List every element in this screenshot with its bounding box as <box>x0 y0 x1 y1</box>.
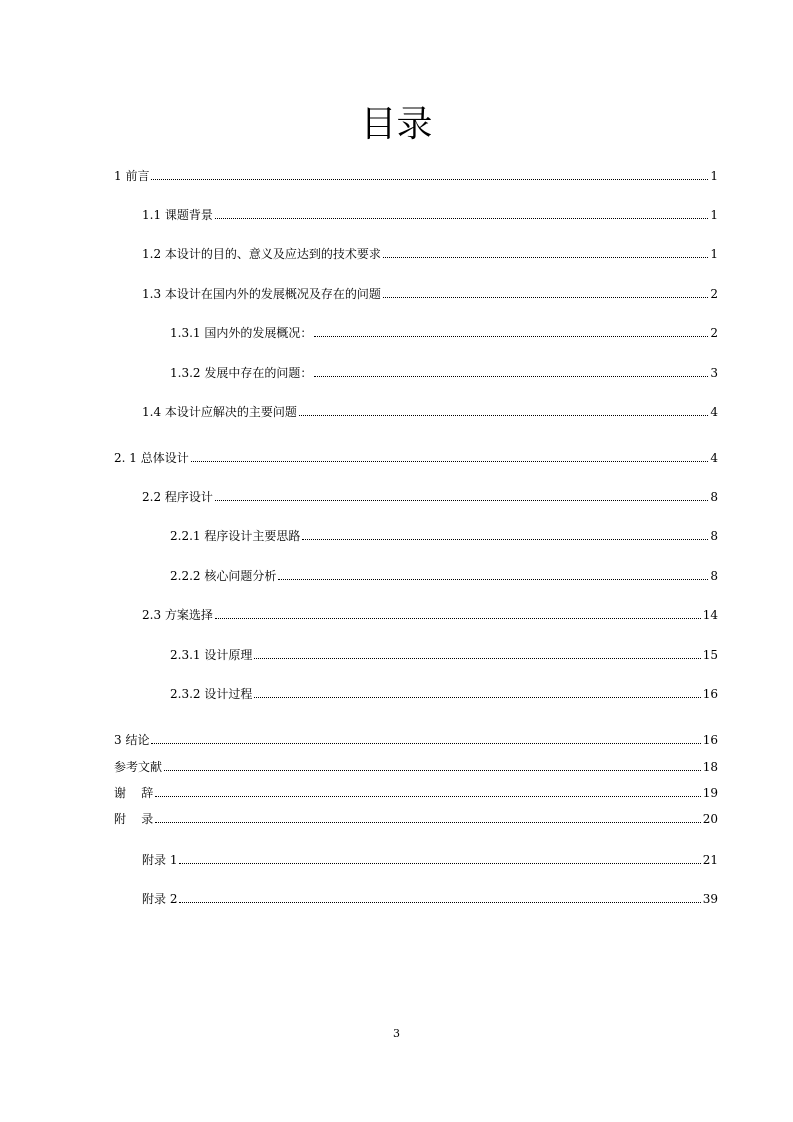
dot-leader <box>179 862 700 864</box>
toc-page-number: 19 <box>702 786 718 800</box>
toc-entry-1-3[interactable] <box>142 284 718 302</box>
toc-page-number: 8 <box>710 529 718 543</box>
dot-leader <box>254 657 700 659</box>
toc-page-number: 14 <box>702 608 718 622</box>
toc-entry-1-3-1[interactable] <box>170 323 718 341</box>
toc-entry-text: 1.2 本设计的目的、意义及应达到的技术要求 <box>142 247 381 261</box>
toc-entry-appendix-1[interactable] <box>142 850 718 868</box>
toc-page-number: 8 <box>710 569 718 583</box>
dot-leader <box>215 617 701 619</box>
toc-entry-1-1[interactable] <box>142 205 718 223</box>
toc-page-number: 4 <box>710 405 718 419</box>
toc-page-number: 16 <box>702 733 718 747</box>
dot-leader <box>155 821 700 823</box>
toc-page-number: 2 <box>710 287 718 301</box>
page-number: 3 <box>393 1027 400 1040</box>
toc-entry-2-2-2[interactable] <box>170 566 718 584</box>
toc-entry-text: 2.2.1 程序设计主要思路 <box>170 529 301 543</box>
toc-entry-2-2-1[interactable] <box>170 526 718 544</box>
toc-entry-2-3-2[interactable] <box>170 684 718 702</box>
dot-leader <box>254 696 700 698</box>
dot-leader <box>383 296 708 298</box>
dot-leader <box>191 460 709 462</box>
toc-page-number: 1 <box>710 208 718 222</box>
dot-leader <box>215 217 708 219</box>
toc-entry-text: 附录 2 <box>142 892 178 906</box>
page-title: 目录 <box>360 104 433 145</box>
toc-page-number: 2 <box>710 326 718 340</box>
toc-page-number: 39 <box>702 892 718 906</box>
dot-leader <box>299 414 708 416</box>
toc-entry-text: 3 结论 <box>114 733 150 747</box>
toc-entry-appendix-2[interactable] <box>142 889 718 907</box>
dot-leader <box>164 769 701 771</box>
toc-entry-text: 附录 1 <box>142 853 178 867</box>
toc-page-number: 18 <box>702 760 718 774</box>
toc-entry-1-2[interactable] <box>142 244 718 262</box>
dot-leader <box>179 901 700 903</box>
dot-leader <box>215 499 708 501</box>
toc-entry-text: 2. 1 总体设计 <box>114 451 189 465</box>
toc-page-number: 8 <box>710 490 718 504</box>
toc-entry-text: 1.3.2 发展中存在的问题： <box>170 366 313 380</box>
toc-entry-text: 参考文献 <box>114 760 163 774</box>
toc-entry-2-3[interactable] <box>142 605 718 623</box>
toc-entry-text: 1.1 课题背景 <box>142 208 213 222</box>
toc-entry-text: 2.3 方案选择 <box>142 608 213 622</box>
toc-entry-2-3-1[interactable] <box>170 645 718 663</box>
toc-page-number: 16 <box>702 687 718 701</box>
toc-entry-text: 附 录 <box>114 812 154 826</box>
toc-entry-text: 2.2 程序设计 <box>142 490 213 504</box>
toc-page-number: 15 <box>702 648 718 662</box>
toc-page-number: 4 <box>710 451 718 465</box>
dot-leader <box>314 375 708 377</box>
toc-entry-text: 1 前言 <box>114 169 150 183</box>
toc-page-number: 1 <box>710 169 718 183</box>
toc-entry-1[interactable] <box>114 166 718 184</box>
toc-entry-text: 2.3.1 设计原理 <box>170 648 253 662</box>
toc-page-number: 3 <box>710 366 718 380</box>
toc-page-number: 1 <box>710 247 718 261</box>
toc-entry-text: 1.3 本设计在国内外的发展概况及存在的问题 <box>142 287 381 301</box>
toc-page-number: 21 <box>702 853 718 867</box>
toc-page-number: 20 <box>702 812 718 826</box>
toc-entry-text: 谢 辞 <box>114 786 154 800</box>
dot-leader <box>151 178 708 180</box>
toc-entry-text: 1.3.1 国内外的发展概况： <box>170 326 313 340</box>
toc-entry-3[interactable] <box>114 730 718 748</box>
dot-leader <box>278 578 708 580</box>
dot-leader <box>155 795 700 797</box>
toc-entry-1-4[interactable] <box>142 402 718 420</box>
toc-entry-2-1[interactable] <box>114 448 718 466</box>
toc-entry-2-2[interactable] <box>142 487 718 505</box>
toc-entry-references[interactable] <box>114 757 718 775</box>
toc-entry-acknowledgements[interactable] <box>114 783 718 801</box>
dot-leader <box>302 538 708 540</box>
dot-leader <box>383 256 708 258</box>
toc-entry-1-3-2[interactable] <box>170 363 718 381</box>
dot-leader <box>314 335 708 337</box>
toc-entry-text: 2.3.2 设计过程 <box>170 687 253 701</box>
toc-entry-text: 2.2.2 核心问题分析 <box>170 569 277 583</box>
toc-entry-appendix[interactable] <box>114 809 718 827</box>
toc-entry-text: 1.4 本设计应解决的主要问题 <box>142 405 297 419</box>
dot-leader <box>151 742 700 744</box>
